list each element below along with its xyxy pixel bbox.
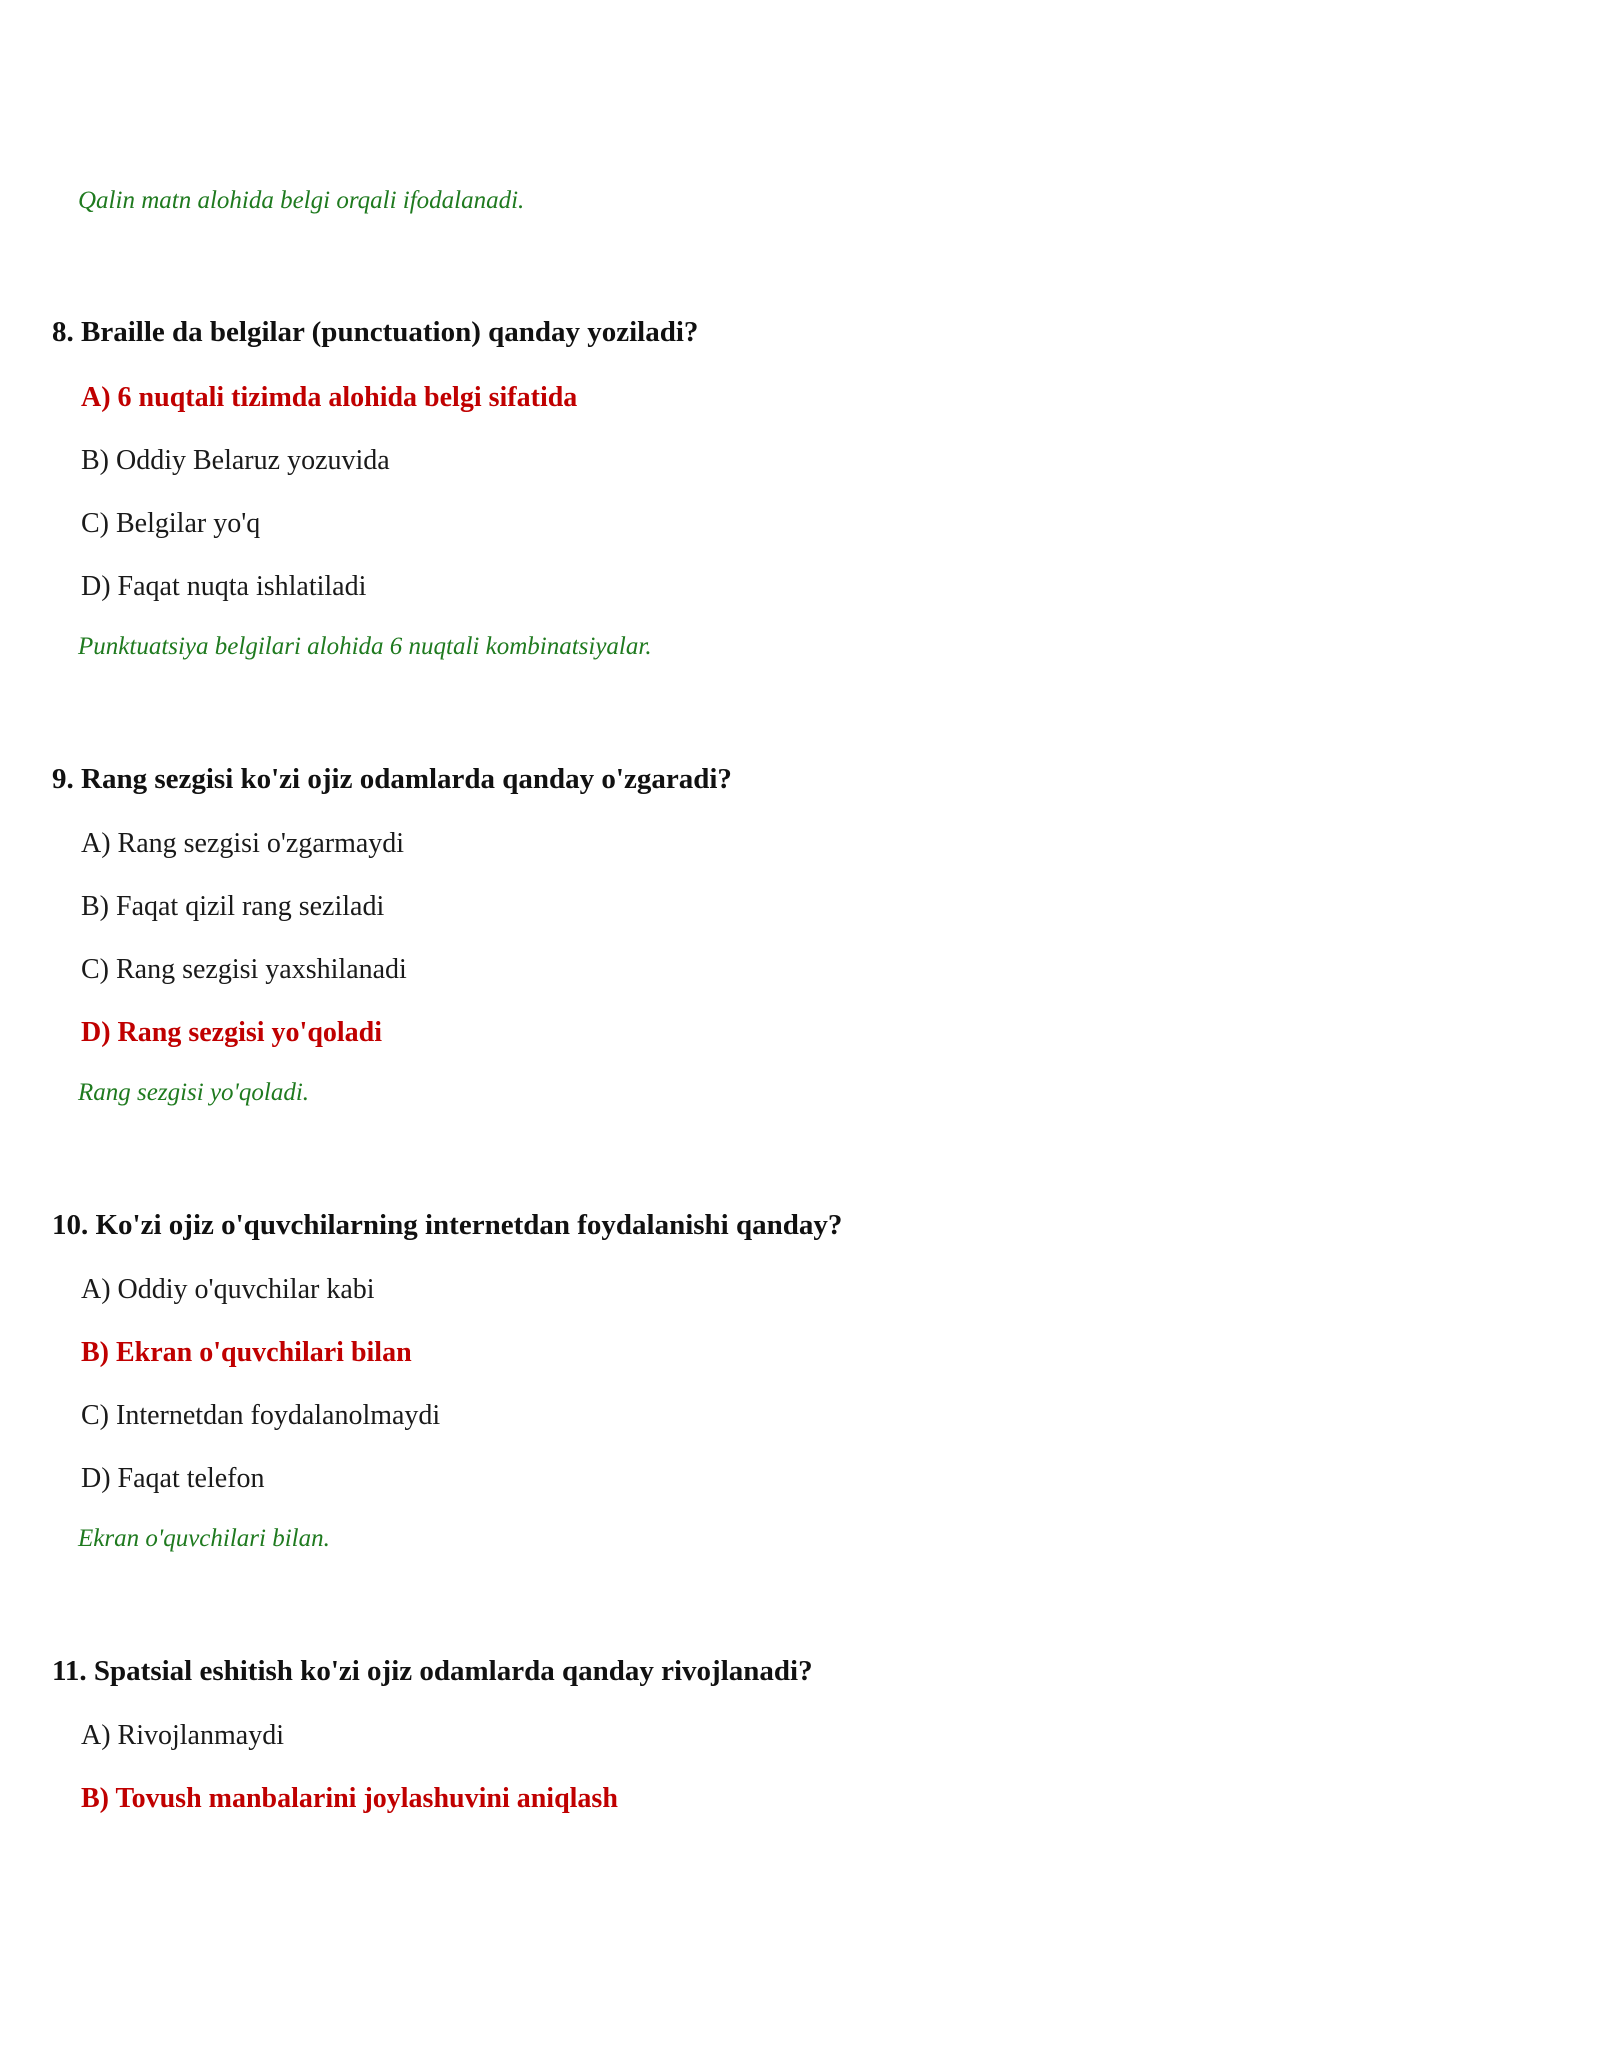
question-9-option-d: D) Rang sezgisi yo'qoladi — [81, 1017, 383, 1048]
question-11-option-b: B) Tovush manbalarini joylashuvini aniqlash — [81, 1783, 618, 1814]
question-11-title: 11. Spatsial eshitish ko'zi ojiz odamlarda qanday rivojlanadi? — [52, 1655, 813, 1687]
question-10-option-d: D) Faqat telefon — [81, 1463, 265, 1494]
explanation-q8: Punktuatsiya belgilari alohida 6 nuqtali kombinatsiyalar. — [78, 633, 652, 660]
question-8-title: 8. Braille da belgilar (punctuation) qanday yoziladi? — [52, 316, 699, 348]
question-9-option-a: A) Rang sezgisi o'zgarmaydi — [81, 828, 405, 859]
question-11-option-a: A) Rivojlanmaydi — [81, 1720, 284, 1751]
question-8-option-a: A) 6 nuqtali tizimda alohida belgi sifatida — [81, 382, 578, 413]
question-10-option-a: A) Oddiy o'quvchilar kabi — [81, 1274, 375, 1305]
question-10-option-c: C) Internetdan foydalanolmaydi — [81, 1400, 441, 1431]
question-10-title: 10. Ko'zi ojiz o'quvchilarning internetdan foydalanishi qanday? — [52, 1209, 843, 1241]
question-8-option-d: D) Faqat nuqta ishlatiladi — [81, 571, 367, 602]
question-10-option-b: B) Ekran o'quvchilari bilan — [81, 1337, 412, 1368]
explanation-q7: Qalin matn alohida belgi orqali ifodalanadi. — [78, 187, 525, 214]
question-9-title: 9. Rang sezgisi ko'zi ojiz odamlarda qanday o'zgaradi? — [52, 763, 732, 795]
question-8-option-b: B) Oddiy Belaruz yozuvida — [81, 445, 390, 476]
question-9-option-c: C) Rang sezgisi yaxshilanadi — [81, 954, 407, 985]
explanation-q9: Rang sezgisi yo'qoladi. — [78, 1079, 310, 1106]
explanation-q10: Ekran o'quvchilari bilan. — [78, 1525, 330, 1552]
question-9-option-b: B) Faqat qizil rang seziladi — [81, 891, 385, 922]
question-8-option-c: C) Belgilar yo'q — [81, 508, 261, 539]
